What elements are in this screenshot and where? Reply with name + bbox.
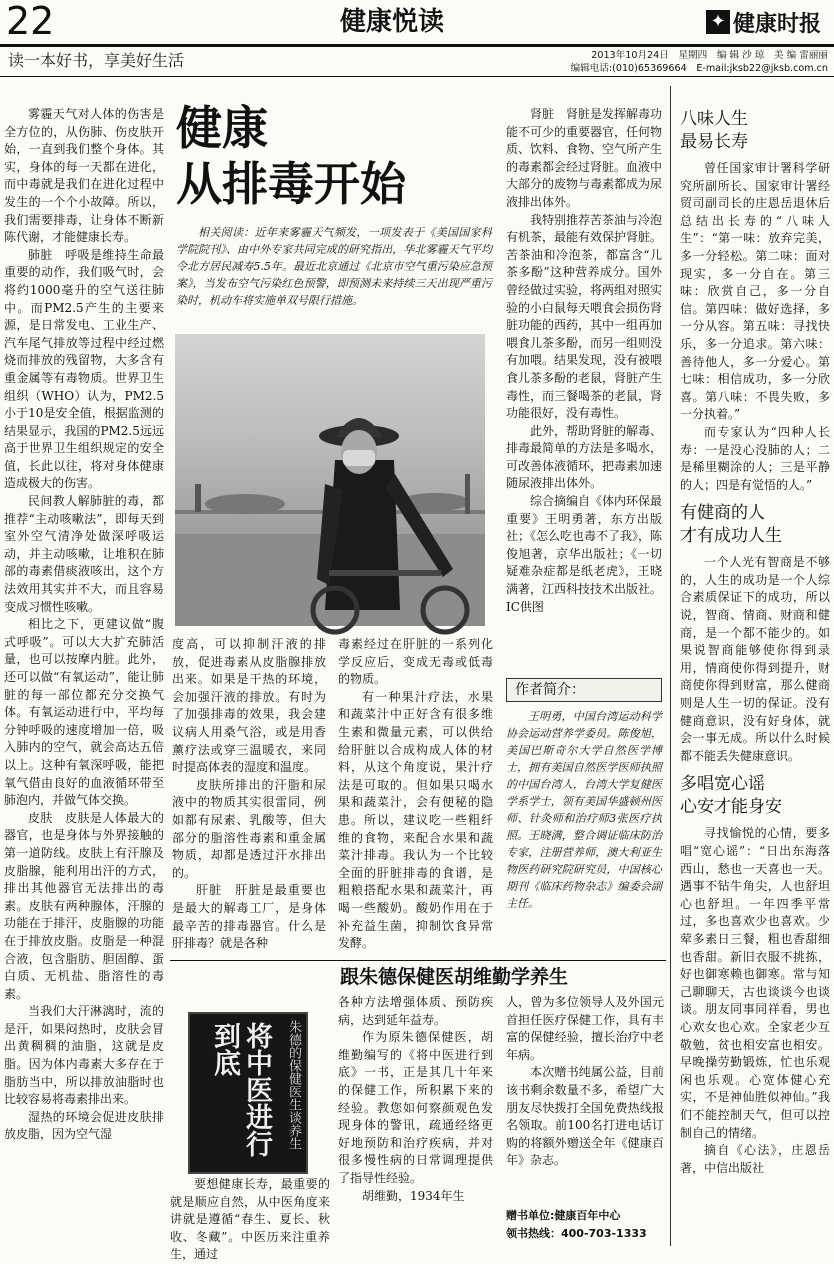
article-paragraph: 当我们大汗淋漓时，流的是汗，如果闷热时，皮肤会冒出黄稠稠的油脂，这就是皮脂。因为体内毒素大多存在于脂肪当中，所以排放油脂时也比较容易将毒素排出来。	[4, 1004, 164, 1107]
sidebar-paragraph: 而专家认为“四种人长寿：一是没心没肺的人；二是稀里糊涂的人；三是平静的人；四是有觉悟的人。”	[680, 424, 830, 492]
article-paragraph: 我特别推荐苦茶油与冷泡有机茶，最能有效保护肾脏。苦茶油和冷泡茶，都富含“儿茶多酚”这种营养成分。国外曾经做过实验，将两组对照实验的小白鼠每天喂食会损伤肾脏功能的西药，其中一组再加喂食儿茶多酚，而另一组则没有加喂。结果发现，没有被喂食儿茶多酚的老鼠，肾脏产生毒性，而三餐喝茶的老鼠，肾功能很好，没有毒性。	[506, 212, 663, 421]
article-paragraph: 湿热的环境会促进皮肤排放皮脂，因为空气湿	[4, 1109, 164, 1142]
newspaper-logo	[706, 6, 821, 38]
article-source: 综合摘编自《体内环保最重要》王明勇著，东方出版社；《怎么吃也毒不了我》，陈俊旭著，京华出版社；《一切疑难杂症都是纸老虎》，王晓满著，江西科技技术出版社。IC供图	[506, 494, 663, 614]
book-paragraph: 要想健康长寿，最重要的就是顺应自然，从中医角度来讲就是遵循“春生、夏长、秋收、冬藏”。中医历来注重养生，通过	[170, 1177, 330, 1262]
headline-line-2: 从排毒开始	[176, 157, 406, 211]
article-paragraph: 民间教人解肺脏的毒，都推荐“主动咳嗽法”，即每天到室外空气清净处做深呼吸运动，并主动咳嗽，让堆积在肺部的毒素借痰液咳出，这个方法效用其实并不大，而且容易变成习惯性咳嗽。	[4, 494, 164, 614]
sidebar-paragraph: 寻找愉悦的心情，要多唱“宽心谣”：“日出东海落西山，愁也一天喜也一天。遇事不钻牛角尖，人也舒坦心也舒坦。一年四季平常过，多也喜欢少也喜欢。少荤多素日三餐，粗也香甜细也香甜。新旧衣服不挑拣，好也御寒赖也御寒。常与知己聊聊天，古也谈谈今也谈谈。朋友同事同祥看，男也心欢女也心欢。全家老少互敬勉，贫也相安富也相安。早晚操劳勤锻炼，忙也乐观闲也乐观。心宽体健心充实，不是神仙胜似神仙。”我们不能控制天气，但可以控制自己的情绪。	[680, 826, 830, 1140]
book-paragraph: 各种方法增强体质、预防疾病，达到延年益寿。	[338, 995, 493, 1027]
article-paragraph: 雾霾天气对人体的伤害是全方位的，从伤肺、伤皮肤开始，一直到我们整个身体。其实，身体的每一天都在进化，而中毒就是我们在进化过程中发生的一个个小故障。所以，我们需要排毒，让身体不断新陈代谢，才能健康长寿。	[4, 107, 164, 245]
article-paragraph: 肝脏 肝脏是最重要也是最大的解毒工厂，是身体最辛苦的排毒器官。什么是肝排毒？就是各种	[172, 883, 326, 951]
edition-date-editors: 2013年10月24日 星期四 编 辑 沙 琼 美 编 雷丽丽	[591, 50, 828, 61]
header-rule-lower	[0, 76, 834, 77]
article-paragraph: 皮肤 皮肤是人体最大的器官，也是身体与外界接触的第一道防线。皮肤上有汗腺及皮脂腺，能利用出汗的方式，排出其他器官无法排出的毒素。皮肤有两种腺体，汗腺的功能在于排汗，皮脂腺的功能在于排放皮脂。皮脂是一种混合液，包含脂肪、胆固醇、蛋白质、无机盐、脂溶性的毒素。	[4, 810, 164, 1001]
header-rule	[0, 44, 834, 47]
article-headline	[176, 100, 496, 212]
article-column-4	[506, 106, 662, 671]
sidebar	[680, 108, 830, 1246]
sidebar-divider	[670, 86, 671, 1246]
cyclist-in-smog-illustration	[175, 334, 485, 626]
related-reading: 相关阅读：近年来雾霾天气频发，一项发表于《美国国家科学院院刊》、由中外专家共同完成的研究指出，华北雾霾天气平均令北方居民减寿5.5年。最近北京通过《北京市空气重污染应急预案》，当发布空气污染红色预警，即预测未来持续三天出现严重污染时，机动车将实施单双号限行措施。	[176, 226, 492, 307]
article-paragraph: 相比之下，更建议做“腹式呼吸”。可以大大扩充肺活量，也可以按摩内脏。此外，还可以做“有氧运动”，能让肺脏的每一部位都充分交换气体。有氧运动进行中，平均每分钟呼吸的速度增加一倍，吸入肺内的空气，就会高达五倍以上。这种有氧深呼吸，能把氧气借由良好的血液循环带至肺泡内，并做气体交换。	[4, 617, 164, 808]
book-cover-side-text: 朱德的保健医生谈养生	[286, 1020, 301, 1150]
article-paragraph: 肺脏 呼吸是维持生命最重要的动作，我们吸气时，会将约1000毫升的空气送往肺中。而PM2.5产生的主要来源，是日常发电、工业生产、汽车尾气排放等过程中经过燃烧而排放的残留物，大多含有重金属等有毒物质。世界卫生组织（WHO）认为，PM2.5小于10是安全值，根据监测的结果显示，我国的PM2.5远远高于世界卫生组织规定的安全值，长此以往，将对身体健康造成极大的伤害。	[4, 247, 164, 491]
logo-text: 健康时报	[733, 10, 822, 37]
edition-contact: 编辑电话:(010)65369664 E-mail:jksb22@jksb.com.cn	[570, 63, 828, 74]
book-cover-title: 将中医进行到底	[209, 1022, 272, 1157]
article-paragraph: 度高，可以抑制汗液的排放，促进毒素从皮脂腺排放出来。如果是干热的环境，会加强汗液的排放。有时为了加强排毒的效果，我会建议病人用桑气浴，或是用香薰疗法或穿三温暖衣，来同时提高体表的湿度和温度。	[172, 637, 326, 775]
book-paragraph: 作为原朱德保健医，胡维勤编写的《将中医进行到底》一书，正是其几十年来的保健工作，所积累下来的经验。教您如何察颜观色发现身体的警讯，疏通经络更好地预防和治疗疾病，并对很多慢性病的日常调理提供了指导性经验。	[338, 1030, 493, 1185]
sidebar-story-2-title: 有健商的人 才有成功人生	[680, 503, 782, 547]
sidebar-paragraph: 曾任国家审计署科学研究所副所长、国家审计署经贸司副司长的庄恩岳退休后总结出长寿的“八味人生”：“第一味：放弃完美，多一分轻松。第二味：面对现实，多一分自在。第三味：欣赏自己，多一分自信。第四味：做好选择，多一分从容。第五味：寻找快乐，多一分追求。第六味：善待他人，多一分爱心。第七味：相信成功，多一分欣喜。第八味：不畏失败，多一分执着。”	[680, 161, 830, 422]
sidebar-story-1-title: 八味人生 最易长寿	[680, 109, 748, 152]
book-column-1	[170, 1176, 330, 1262]
book-paragraph: 胡维勤，1934年生	[362, 1188, 465, 1203]
author-bio: 王明勇，中国台湾运动科学协会运动营养学委员。陈俊旭，美国巴斯奇尔大学自然医学博士，拥有美国自然医学医师执照的中国台湾人，台湾大学复健医学系学士，领有美国华盛顿州医师、针灸师和治疗师3张医疗执照。王晓满，整合调证临床防治专家，注册营养师，澳大利亚生物医药研究院研究员，中国核心期刊《临床药物杂志》编委会副主任。	[506, 710, 662, 910]
slogan: 读一本好书，享美好生活	[8, 51, 185, 70]
edition-meta	[560, 49, 828, 75]
sidebar-paragraph: 一个人光有智商是不够的，人生的成功是一个人综合素质保证下的成功，所以说，智商、情商、财商和健商，是一个都不能少的。如果说智商能够使你得到录用，情商使你得到提升，财商使你得到财富，那么健商则是人生一切的保证。没有健商意识，没有好身体，就会一事无成。所以什么时候都不能丢失健康意识。	[680, 555, 830, 763]
article-column-3	[338, 636, 493, 956]
article-paragraph: 肾脏 肾脏是发挥解毒功能不可少的重要器官，任何物质、饮料、食物、空气所产生的毒素都会经过肾脏。血液中大部分的废物与毒素都成为尿液排出体外。	[506, 107, 663, 209]
logo-mark-icon: ✦	[706, 10, 730, 34]
gift-unit: 赠书单位:健康百年中心	[506, 1209, 621, 1222]
page-number: 22	[6, 0, 55, 43]
sidebar-source: 摘自《心法》，庄恩岳著，中信出版社	[680, 1143, 830, 1175]
article-paragraph: 毒素经过在肝脏的一系列化学反应后，变成无毒或低毒的物质。	[338, 637, 493, 687]
section-title: 健康悦读	[340, 7, 445, 37]
book-section-title: 跟朱德保健医胡维勤学养生	[340, 966, 569, 988]
article-photo	[175, 334, 485, 626]
book-paragraph: 人，曾为多位领导人及外国元首担任医疗保健工作，具有丰富的保健经验，擅长治疗中老年病。	[506, 995, 664, 1062]
article-paragraph: 此外，帮助肾脏的解毒、排毒最简单的方法是多喝水，可改善体液循环，把毒素加速随尿液排出体外。	[506, 423, 663, 491]
author-heading: 作者简介：	[506, 678, 662, 702]
headline-line-1: 健康	[176, 101, 268, 155]
sidebar-story-3-title: 多唱宽心谣 心安才能身安	[680, 774, 782, 818]
book-section-rule	[170, 960, 666, 961]
article-column-2	[172, 636, 326, 956]
book-cover	[188, 1012, 308, 1174]
article-column-1	[4, 106, 164, 1246]
book-paragraph: 本次赠书纯属公益，目前该书剩余数量不多，希望广大朋友尽快拨打全国免费热线报名领取。前100名打进电话订购的将额外赠送全年《健康百年》杂志。	[506, 1065, 664, 1168]
gift-hotline: 领书热线：400-703-1333	[506, 1227, 647, 1240]
book-column-2	[338, 994, 493, 1246]
book-column-3	[506, 994, 664, 1204]
article-paragraph: 皮肤所排出的汗脂和尿液中的物质其实很雷同，例如都有尿素、乳酸等，但大部分的脂溶性毒素和重金属物质，却都是透过汗水排出的。	[172, 777, 326, 880]
article-paragraph: 有一种果汁疗法，水果和蔬菜汁中正好含有很多维生素和微量元素，可以供给给肝脏以合成构成人体的材料，从这个角度说，果汁疗法是可取的。但如果只喝水果和蔬菜汁，会有便秘的隐患。所以，建议吃一些粗纤维的食物，来配合水果和蔬菜汁排毒。我认为一个比较全面的肝脏排毒的食谱，是粗粮搭配水果和蔬菜汁，再喝一些酸奶。酸奶作用在于补充益生菌，抑制饮食异常发酵。	[338, 689, 493, 951]
